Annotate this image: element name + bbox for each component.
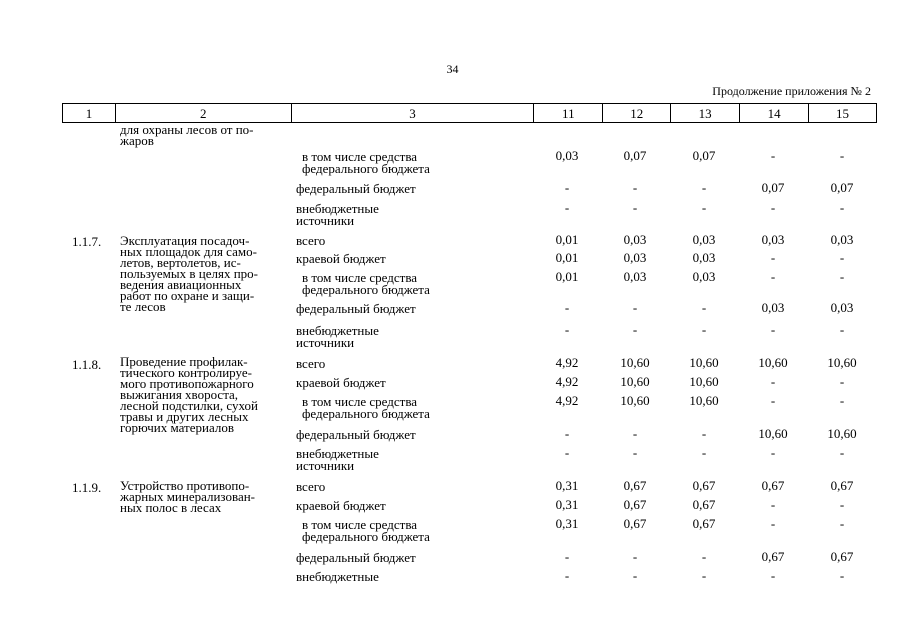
table-row <box>0 375 905 395</box>
description-line: пользуемых в целях про- <box>120 266 258 281</box>
funding-source-line: краевой бюджет <box>296 251 386 266</box>
funding-source <box>296 448 476 472</box>
funding-source-line: федеральный бюджет <box>296 550 416 565</box>
value-cell: 0,03 <box>623 232 647 247</box>
table-row <box>0 498 905 518</box>
value-cell: 0,03 <box>692 250 716 265</box>
value-cell: 0,01 <box>555 269 579 284</box>
value-cell: - <box>632 300 638 315</box>
value-cell: - <box>564 322 570 337</box>
value-cell: 0,67 <box>623 516 647 531</box>
value-cell: - <box>770 269 776 284</box>
description-line: те лесов <box>120 299 166 314</box>
value-cell: - <box>564 445 570 460</box>
page-number: 34 <box>446 62 459 76</box>
value-cell: - <box>839 250 845 265</box>
value-cell: 0,03 <box>623 269 647 284</box>
table-row <box>0 233 905 253</box>
description-line: ных полос в лесах <box>120 500 222 515</box>
funding-source <box>296 481 476 493</box>
value-cell: 0,31 <box>555 478 579 493</box>
funding-source <box>296 203 476 227</box>
value-cell: 0,03 <box>830 300 854 315</box>
value-cell: - <box>839 568 845 583</box>
funding-source-line: федерального бюджета <box>302 282 430 297</box>
value-cell: - <box>632 180 638 195</box>
value-cell: 0,67 <box>830 478 854 493</box>
funding-source-line: федеральный бюджет <box>296 301 416 316</box>
value-cell: 4,92 <box>555 393 579 408</box>
column-header: 1 <box>63 104 116 123</box>
value-cell: 10,60 <box>620 355 650 370</box>
column-header: 13 <box>671 104 740 123</box>
table-row <box>0 550 905 570</box>
value-cell: - <box>632 200 638 215</box>
value-cell: - <box>701 445 707 460</box>
funding-source <box>296 429 476 441</box>
value-cell: - <box>701 180 707 195</box>
value-cell: - <box>564 200 570 215</box>
value-cell: - <box>564 180 570 195</box>
value-cell: - <box>770 200 776 215</box>
value-cell: 0,07 <box>761 180 785 195</box>
funding-source-line: внебюджетные <box>296 323 379 338</box>
column-header: 12 <box>603 104 671 123</box>
funding-source <box>296 500 476 512</box>
funding-source-line: внебюджетные <box>296 569 379 584</box>
value-cell: 10,60 <box>758 426 788 441</box>
value-cell: 0,67 <box>692 516 716 531</box>
funding-source-line: в том числе средства <box>302 270 418 285</box>
funding-source-line: федерального бюджета <box>302 529 430 544</box>
value-cell: - <box>839 516 845 531</box>
value-cell: - <box>632 426 638 441</box>
value-cell: 0,03 <box>692 232 716 247</box>
value-cell: 0,07 <box>623 148 647 163</box>
value-cell: - <box>564 549 570 564</box>
description-line: тического контролируе- <box>120 365 252 380</box>
value-cell: 4,92 <box>555 355 579 370</box>
value-cell: 0,67 <box>830 549 854 564</box>
funding-source-line: федерального бюджета <box>302 406 430 421</box>
row-code: 1.1.9. <box>72 480 102 495</box>
description-line: для охраны лесов от по- <box>120 122 254 137</box>
value-cell: - <box>839 393 845 408</box>
value-cell: - <box>839 269 845 284</box>
description-line: горючих материалов <box>120 420 234 435</box>
column-header: 2 <box>115 104 291 123</box>
table-row <box>0 148 905 176</box>
value-cell: - <box>770 516 776 531</box>
value-cell: 0,67 <box>761 549 785 564</box>
column-header: 11 <box>534 104 603 123</box>
table-row <box>0 445 905 473</box>
column-header: 14 <box>740 104 809 123</box>
value-cell: 0,03 <box>761 300 785 315</box>
value-cell: - <box>632 445 638 460</box>
value-cell: - <box>770 568 776 583</box>
funding-source <box>296 253 476 265</box>
description-line: мого противопожарного <box>120 376 254 391</box>
funding-source <box>296 552 476 564</box>
description-line: Проведение профилак- <box>120 354 248 369</box>
value-cell: - <box>701 568 707 583</box>
value-cell: - <box>564 426 570 441</box>
table-row <box>0 200 905 228</box>
description-line: ведения авиационных <box>120 277 242 292</box>
value-cell: - <box>701 322 707 337</box>
funding-source <box>302 151 482 175</box>
value-cell: - <box>770 393 776 408</box>
description-line: лесной подстилки, сухой <box>120 398 258 413</box>
funding-source-line: краевой бюджет <box>296 375 386 390</box>
funding-source <box>296 235 476 247</box>
row-code: 1.1.8. <box>72 357 102 372</box>
description-line: выжигания хвороста, <box>120 387 239 402</box>
value-cell: - <box>701 300 707 315</box>
funding-source-line: федерального бюджета <box>302 161 430 176</box>
funding-source-line: федеральный бюджет <box>296 181 416 196</box>
value-cell: 10,60 <box>620 374 650 389</box>
description-line: жаров <box>120 133 154 148</box>
value-cell: - <box>701 549 707 564</box>
description-line: ных площадок для само- <box>120 244 257 259</box>
row-description <box>120 124 280 146</box>
table-row <box>0 322 905 350</box>
value-cell: - <box>632 568 638 583</box>
value-cell: 0,31 <box>555 516 579 531</box>
value-cell: 0,07 <box>692 148 716 163</box>
funding-source-line: внебюджетные <box>296 201 379 216</box>
funding-source <box>296 358 476 370</box>
value-cell: 10,60 <box>689 355 719 370</box>
funding-source <box>302 519 482 543</box>
row-code: 1.1.7. <box>72 234 102 249</box>
funding-source <box>302 396 482 420</box>
funding-source-line: краевой бюджет <box>296 498 386 513</box>
value-cell: - <box>770 322 776 337</box>
value-cell: 4,92 <box>555 374 579 389</box>
value-cell: 0,01 <box>555 232 579 247</box>
value-cell: - <box>839 200 845 215</box>
funding-source <box>296 325 476 349</box>
document-subtitle: Продолжение приложения № 2 <box>712 84 871 98</box>
description-line: летов, вертолетов, ис- <box>120 255 241 270</box>
funding-source-line: внебюджетные <box>296 446 379 461</box>
table-row <box>0 479 905 499</box>
column-header-table <box>62 103 877 123</box>
column-header: 3 <box>291 104 534 123</box>
value-cell: - <box>632 322 638 337</box>
value-cell: 0,67 <box>692 497 716 512</box>
value-cell: - <box>839 148 845 163</box>
funding-source-line: в том числе средства <box>302 517 418 532</box>
value-cell: - <box>564 568 570 583</box>
funding-source-line: источники <box>296 335 355 350</box>
value-cell: 0,67 <box>761 478 785 493</box>
value-cell: - <box>839 445 845 460</box>
table-row <box>0 427 905 447</box>
table-row <box>0 355 905 380</box>
value-cell: 10,60 <box>827 426 857 441</box>
value-cell: - <box>770 148 776 163</box>
value-cell: 10,60 <box>689 374 719 389</box>
description-line: Эксплуатация посадоч- <box>120 233 250 248</box>
value-cell: 10,60 <box>758 355 788 370</box>
value-cell: 0,03 <box>555 148 579 163</box>
value-cell: 0,67 <box>623 478 647 493</box>
value-cell: - <box>701 426 707 441</box>
funding-source <box>296 377 476 389</box>
value-cell: 0,07 <box>830 180 854 195</box>
funding-source <box>296 303 476 315</box>
value-cell: 0,01 <box>555 250 579 265</box>
description-line: Устройство противопо- <box>120 478 250 493</box>
value-cell: - <box>770 497 776 512</box>
funding-source-line: в том числе средства <box>302 149 418 164</box>
value-cell: 0,67 <box>692 478 716 493</box>
table-row <box>0 516 905 544</box>
value-cell: - <box>564 300 570 315</box>
value-cell: 0,03 <box>830 232 854 247</box>
value-cell: - <box>770 250 776 265</box>
value-cell: 0,03 <box>692 269 716 284</box>
funding-source <box>296 571 476 583</box>
funding-source-line: всего <box>296 479 326 494</box>
funding-source-line: источники <box>296 458 355 473</box>
value-cell: - <box>839 374 845 389</box>
value-cell: 10,60 <box>689 393 719 408</box>
value-cell: 0,31 <box>555 497 579 512</box>
value-cell: - <box>839 322 845 337</box>
table-row <box>0 569 905 589</box>
table-row <box>0 251 905 271</box>
funding-source-line: федеральный бюджет <box>296 427 416 442</box>
value-cell: 0,67 <box>623 497 647 512</box>
value-cell: 10,60 <box>827 355 857 370</box>
funding-source <box>302 272 482 296</box>
funding-source-line: в том числе средства <box>302 394 418 409</box>
value-cell: - <box>632 549 638 564</box>
value-cell: 10,60 <box>620 393 650 408</box>
value-cell: 0,03 <box>623 250 647 265</box>
description-line: жарных минерализован- <box>120 489 256 504</box>
table-row <box>0 301 905 321</box>
value-cell: - <box>839 497 845 512</box>
funding-source-line: источники <box>296 213 355 228</box>
description-line: травы и других лесных <box>120 409 249 424</box>
value-cell: 0,03 <box>761 232 785 247</box>
value-cell: - <box>701 200 707 215</box>
description-line: работ по охране и защи- <box>120 288 255 303</box>
table-row <box>0 181 905 201</box>
value-cell: - <box>770 374 776 389</box>
funding-source-line: всего <box>296 233 326 248</box>
column-header: 15 <box>809 104 877 123</box>
funding-source-line: всего <box>296 356 326 371</box>
value-cell: - <box>770 445 776 460</box>
funding-source <box>296 183 476 195</box>
